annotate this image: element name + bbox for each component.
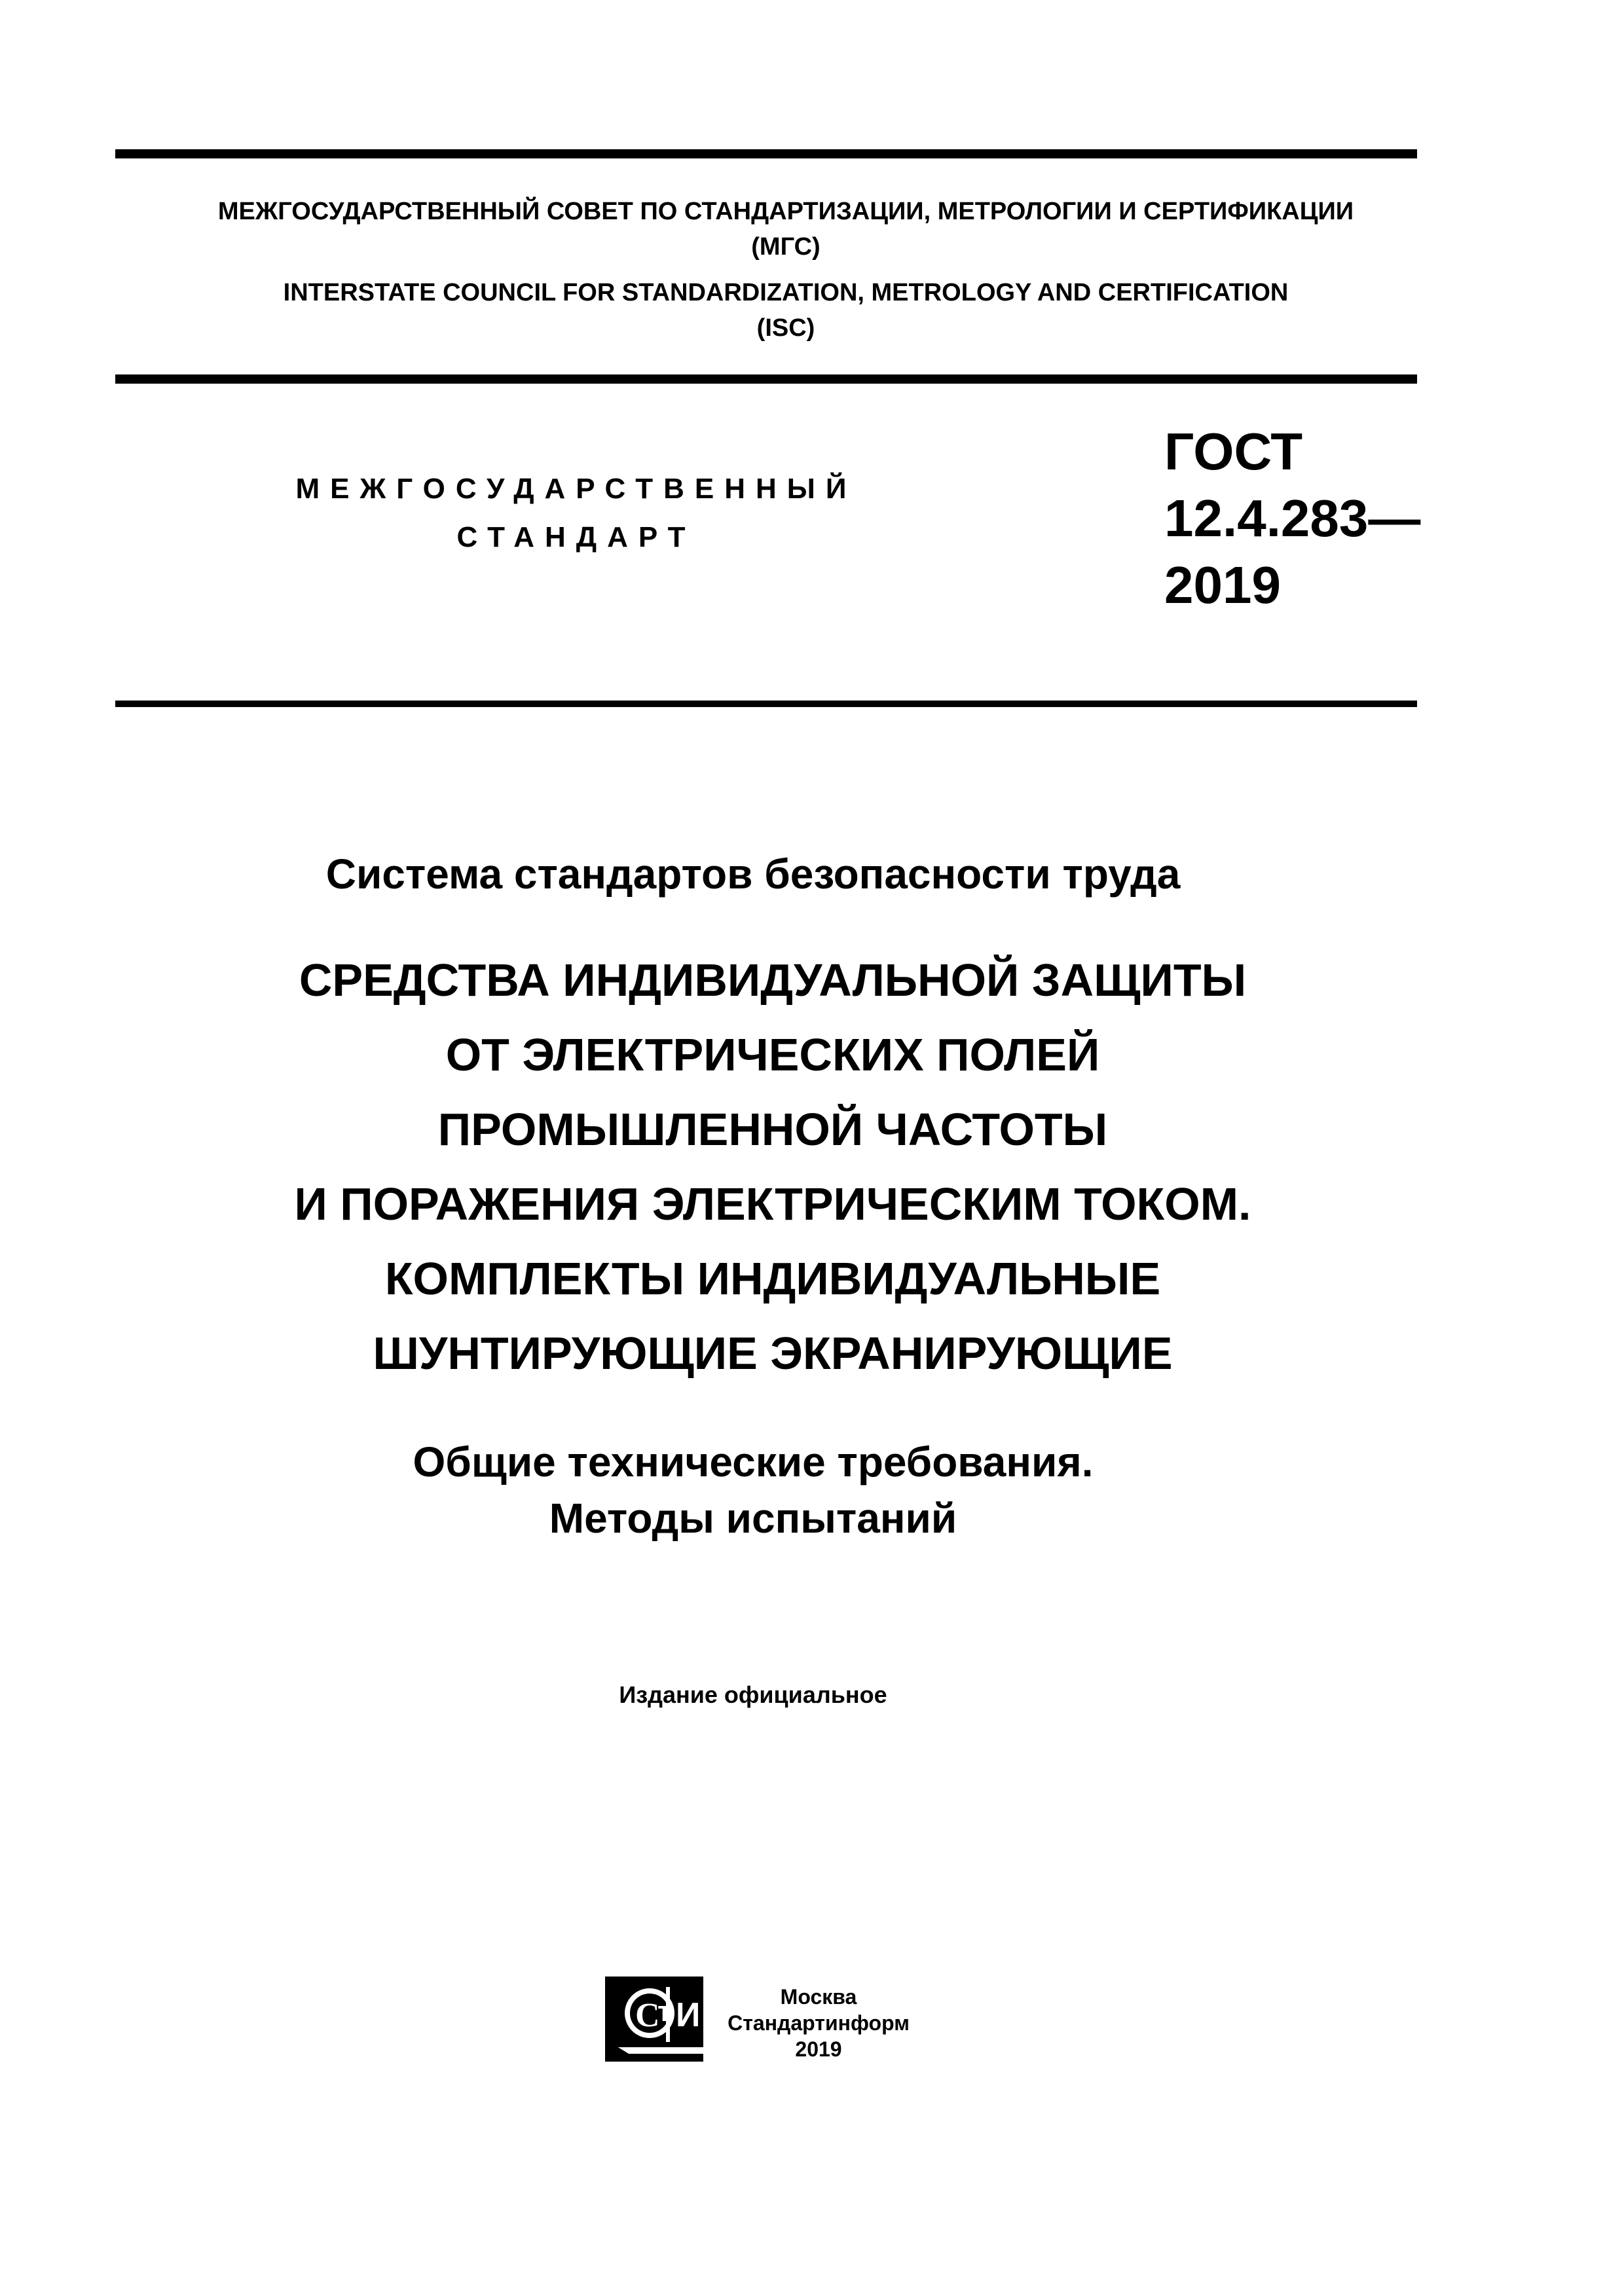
svg-text:т: т bbox=[657, 1995, 672, 2028]
council-name-ru: МЕЖГОСУДАРСТВЕННЫЙ СОВЕТ ПО СТАНДАРТИЗАЦИИ, МЕТРОЛОГИИ И СЕРТИФИКАЦИИ bbox=[217, 198, 1354, 225]
edition-label: Издание официальное bbox=[619, 1681, 887, 1708]
title-line: ПРОМЫШЛЕННОЙ ЧАСТОТЫ bbox=[437, 1104, 1108, 1155]
council-name-en: INTERSTATE COUNCIL FOR STANDARDIZATION, METROLOGY AND CERTIFICATION bbox=[283, 279, 1289, 306]
title-line: КОМПЛЕКТЫ ИНДИВИДУАЛЬНЫЕ bbox=[384, 1253, 1161, 1304]
publisher-name: Стандартинформ bbox=[728, 2011, 910, 2035]
council-abbr-en: (ISC) bbox=[756, 314, 815, 342]
subtitle-line: Общие технические требования. bbox=[413, 1438, 1094, 1485]
title-line: СРЕДСТВА ИНДИВИДУАЛЬНОЙ ЗАЩИТЫ bbox=[299, 955, 1247, 1006]
subtitle-line: Методы испытаний bbox=[549, 1495, 957, 1542]
publisher-block bbox=[720, 1984, 917, 2062]
title-line: ОТ ЭЛЕКТРИЧЕСКИХ ПОЛЕЙ bbox=[445, 1029, 1100, 1080]
gost-label: ГОСТ bbox=[1164, 422, 1303, 481]
top-rule bbox=[115, 149, 1417, 158]
standard-type-line1: МЕЖГОСУДАРСТВЕННЫЙ bbox=[295, 473, 857, 505]
designation-rule bbox=[115, 701, 1417, 707]
gost-number: 12.4.283— bbox=[1164, 489, 1421, 547]
title-line: ШУНТИРУЮЩИЕ ЭКРАНИРУЮЩИЕ bbox=[373, 1328, 1173, 1379]
publisher-city: Москва bbox=[780, 1985, 857, 2009]
title-line: И ПОРАЖЕНИЯ ЭЛЕКТРИЧЕСКИМ ТОКОМ. bbox=[294, 1178, 1251, 1230]
header-rule bbox=[115, 374, 1417, 384]
standartinform-logo-icon bbox=[602, 1974, 707, 2066]
standard-type-line2: СТАНДАРТ bbox=[456, 521, 696, 553]
gost-year: 2019 bbox=[1164, 556, 1281, 614]
series-title: Система стандартов безопасности труда bbox=[325, 850, 1181, 898]
svg-text:И: И bbox=[676, 1996, 701, 2034]
publisher-year: 2019 bbox=[795, 2037, 842, 2061]
council-abbr-ru: (МГС) bbox=[751, 233, 821, 261]
svg-text:С: С bbox=[635, 1997, 660, 2034]
